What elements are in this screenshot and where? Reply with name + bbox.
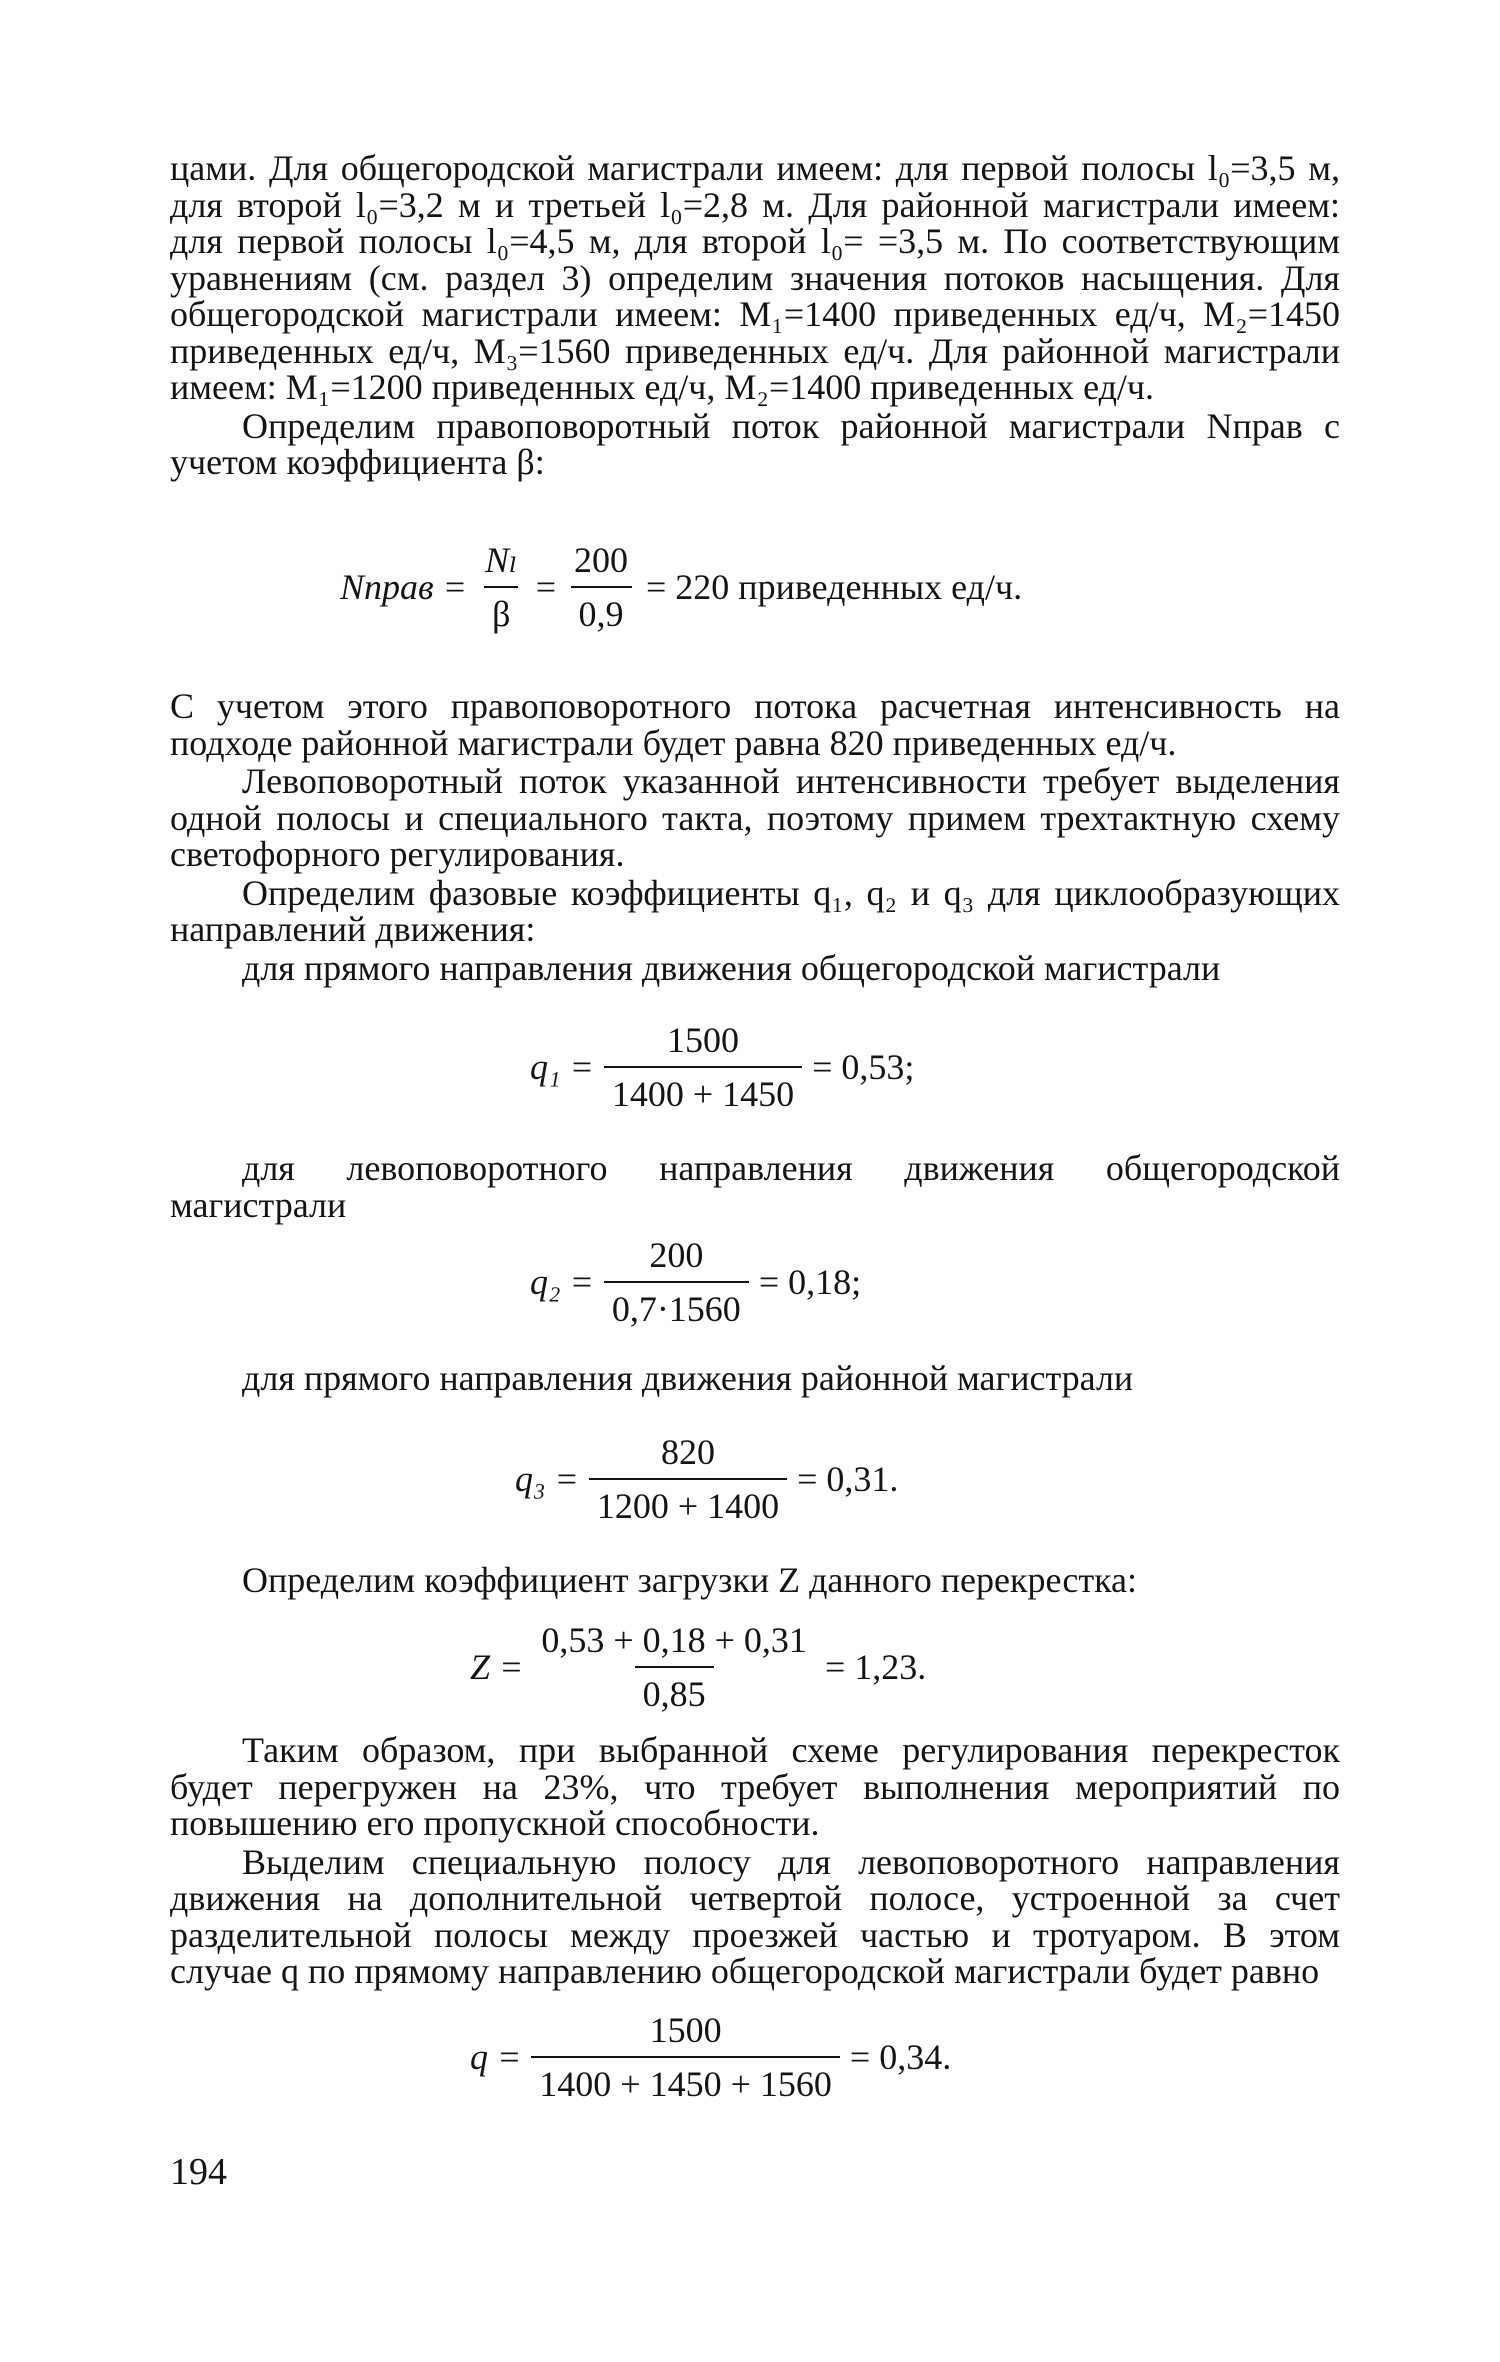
formula-rhs: = 0,18; (758, 1262, 862, 1302)
fraction (566, 540, 636, 634)
equals-sign: = (535, 567, 556, 607)
paragraph-straight-district: для прямого направления движения районной магистрали (242, 1358, 1134, 1398)
formula-lhs: q = (470, 2037, 522, 2077)
page-number: 194 (170, 2151, 227, 2193)
numerator: 1500 (666, 1020, 739, 1060)
numerator: 1500 (649, 2010, 722, 2050)
formula-q2 (530, 1235, 861, 1329)
numerator: 200 (574, 540, 628, 580)
text-block-2 (170, 688, 1340, 986)
paragraph-right-turn-intro: Определим правоповоротный поток районной магистрали Nправ с учетом коэффициента β: (170, 405, 1340, 482)
formula-n-prav (340, 540, 1022, 634)
formula-rhs: = 0,31. (797, 1459, 899, 1499)
text-block-1 (170, 150, 1340, 481)
formula-q (470, 2010, 951, 2104)
formula-rhs: = 220 приведенных ед/ч. (646, 567, 1023, 607)
paragraph-design-intensity: С учетом этого правоповоротного потока расчетная интенсивность на подходе районной магистрали будет равна 820 приведенных ед/ч. (170, 686, 1340, 763)
formula-lhs: q₃ = (515, 1459, 579, 1499)
formula-q3 (515, 1432, 898, 1526)
paragraph-saturation-flows: цами. Для общегородской магистрали имеем: для первой полосы l₀=3,5 м, для второй l₀=3,2 м и третьей l₀=2,8 м. Для районной магистрали имеем: для первой полосы l₀=4,5 м, для второй l₀= =3,5 м. По соответствующим уравнениям (см. раздел 3) определим значения потоков насыщения. Для общегородской магистрали имеем: M₁=1400 приведенных ед/ч, M₂=1450 приведенных ед/ч, M₃=1560 приведенных ед/ч. Для районной магистрали имеем: M₁=1200 приведенных ед/ч, M₂=1400 приведенных ед/ч. (170, 148, 1340, 407)
paragraph-special-lane: Выделим специальную полосу для левоповоротного направления движения на дополнительной четвертой полосе, устроенной за счет разделительной полосы между проезжей частью и тротуаром. В этом случае q по прямому направлению общегородской магистрали будет равно (170, 1841, 1340, 1991)
fraction (589, 1432, 787, 1526)
denominator: 0,85 (635, 1666, 714, 1714)
formula-lhs: Nправ = (340, 567, 467, 607)
denominator: 0,9 (571, 586, 632, 634)
text-block-4 (170, 1360, 1340, 1397)
paragraph-phase-coefficients: Определим фазовые коэффициенты q₁, q₂ и q₃ для циклообразующих направлений движения: (170, 872, 1340, 949)
fraction (604, 1235, 749, 1329)
fraction (604, 1020, 802, 1114)
text-block-5 (170, 1562, 1340, 1599)
text-block-6 (170, 1732, 1340, 1990)
denominator: β (484, 586, 518, 634)
paragraph-left-turn-citywide: для левоповоротного направления движения общегородской магистрали (170, 1148, 1340, 1225)
fraction (531, 2010, 840, 2104)
paragraph-left-turn: Левоповоротный поток указанной интенсивности требует выделения одной полосы и специального такта, поэтому примем трехтактную схему светофорного регулирования. (170, 761, 1340, 874)
numerator: 0,53 + 0,18 + 0,31 (541, 1620, 807, 1660)
denominator: 1400 + 1450 + 1560 (531, 2056, 840, 2104)
formula-rhs: = 0,53; (812, 1047, 915, 1087)
formula-lhs: q₂ = (530, 1262, 594, 1302)
fraction (477, 540, 526, 634)
formula-rhs: = 1,23. (824, 1647, 927, 1687)
formula-z (470, 1620, 926, 1714)
text-block-3 (170, 1150, 1340, 1223)
denominator: 1400 + 1450 (604, 1066, 802, 1114)
formula-rhs: = 0,34. (849, 2037, 952, 2077)
fraction (533, 1620, 815, 1714)
numerator: Nₗ (484, 540, 518, 580)
formula-lhs: q₁ = (530, 1047, 594, 1087)
denominator: 0,7·1560 (604, 1281, 749, 1329)
formula-q1 (530, 1020, 914, 1114)
numerator: 200 (649, 1235, 704, 1275)
formula-lhs: Z = (470, 1647, 524, 1687)
paragraph-overload: Таким образом, при выбранной схеме регулирования перекресток будет перегружен на 23%, что требует выполнения мероприятий по повышению его пропускной способности. (170, 1730, 1340, 1843)
denominator: 1200 + 1400 (589, 1478, 787, 1526)
paragraph-straight-citywide: для прямого направления движения общегородской магистрали (242, 947, 1221, 988)
numerator: 820 (660, 1432, 715, 1472)
paragraph-load-coefficient: Определим коэффициент загрузки Z данного перекрестка: (242, 1560, 1138, 1600)
